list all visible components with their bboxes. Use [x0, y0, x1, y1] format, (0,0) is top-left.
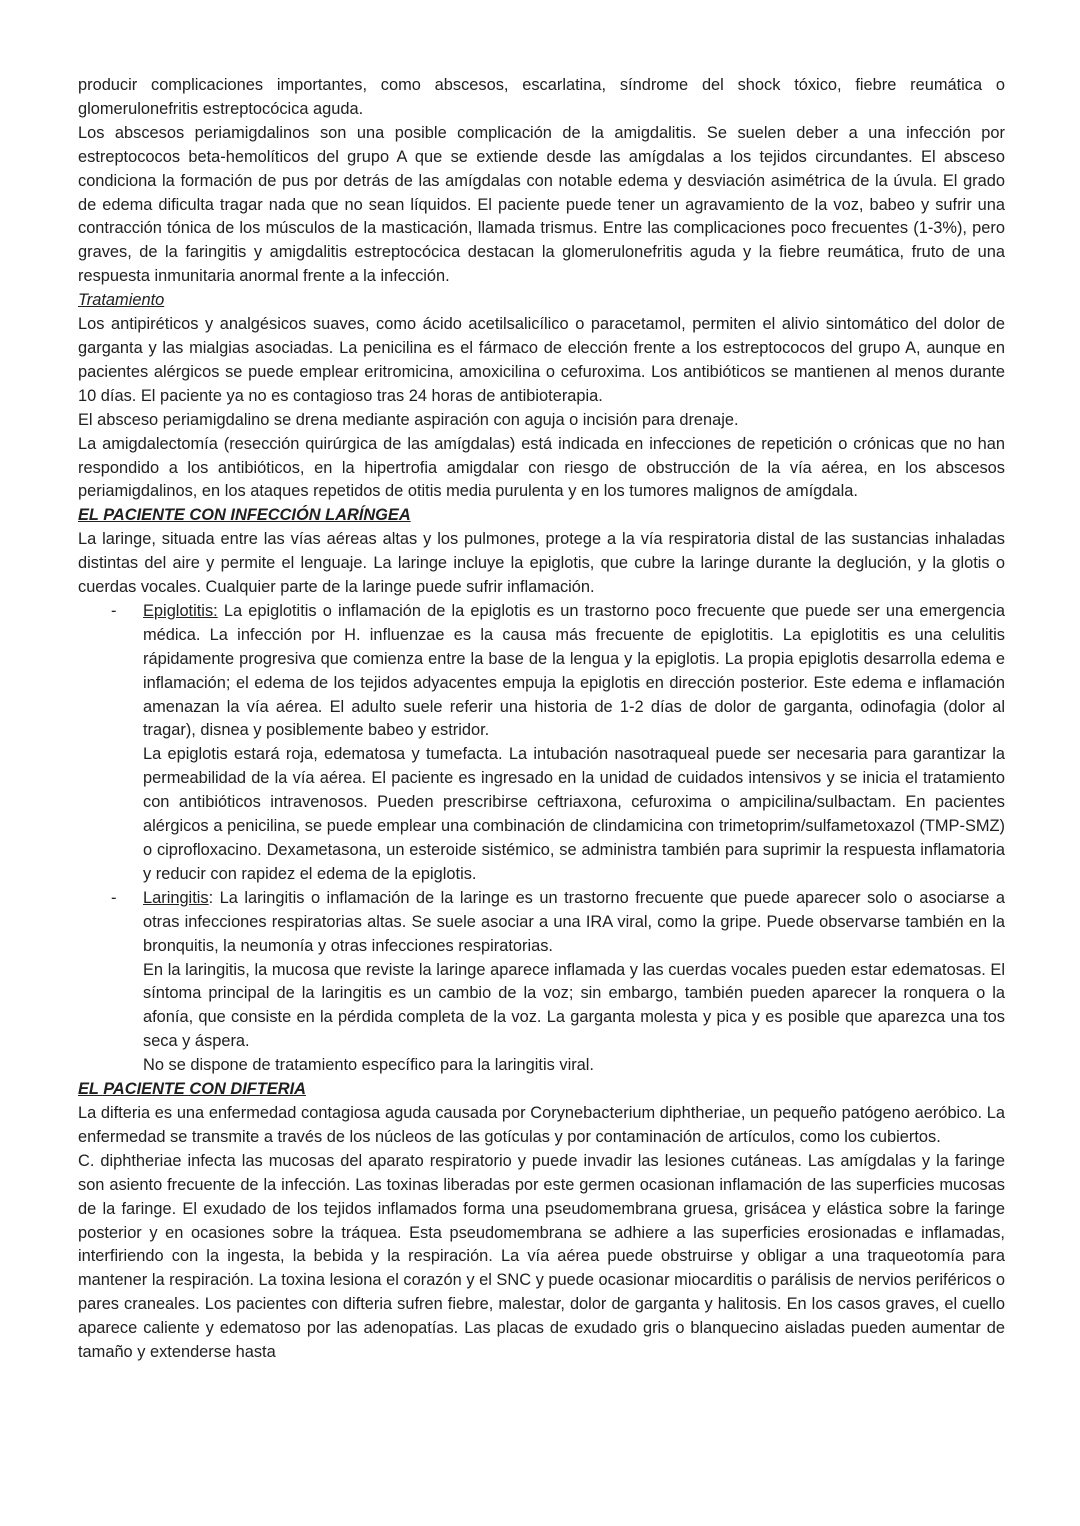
list-item-epiglotitis — [78, 600, 1005, 887]
section-heading-laringea: EL PACIENTE CON INFECCIÓN LARÍNGEA — [78, 506, 411, 525]
bullet-dash-icon: - — [111, 601, 117, 620]
subheading-tratamiento: Tratamiento — [78, 291, 165, 310]
paragraph: La laringe, situada entre las vías aéreas altas y los pulmones, protege a la vía respiratoria distal de las sustancias inhaladas distintas del aire y permite el lenguaje. La laringe incluye la epiglotis, que cubre la laringe durante la deglución, y la glotis o cuerdas vocales. Cualquier parte de la laringe puede sufrir inflamación. — [78, 530, 1005, 597]
paragraph: Los abscesos periamigdalinos son una posible complicación de la amigdalitis. Se suelen deber a una infección por estreptococos beta-hemolíticos del grupo A que se extiende desde las amígdalas a los tejidos circundantes. El absceso condiciona la formación de pus por detrás de las amígdalas con notable edema y desviación asimétrica de la úvula. El grado de edema dificulta tragar nada que no sean líquidos. El paciente puede tener un agravamiento de la voz, babeo y sufrir una contracción tónica de los músculos de la masticación, llamada trismus. Entre las complicaciones poco frecuentes (1-3%), pero graves, de la faringitis y amigdalitis estreptocócica destacan la glomerulonefritis aguda y la fiebre reumática, fruto de una respuesta inmunitaria anormal frente a la infección. — [78, 123, 1005, 286]
paragraph: Los antipiréticos y analgésicos suaves, como ácido acetilsalicílico o paracetamol, permiten el alivio sintomático del dolor de garganta y las mialgias asociadas. La penicilina es el fármaco de elección frente a los estreptococos del grupo A, aunque en pacientes alérgicos se puede emplear eritromicina, amoxicilina o cefuroxima. Los antibióticos se mantienen al menos durante 10 días. El paciente ya no es contagioso tras 24 horas de antibioterapia. — [78, 315, 1005, 405]
paragraph: La epiglotis estará roja, edematosa y tumefacta. La intubación nasotraqueal puede ser necesaria para garantizar la permeabilidad de la vía aérea. El paciente es ingresado en la unidad de cuidados intensivos y se inicia el tratamiento con antibióticos intravenosos. Pueden prescribirse ceftriaxona, cefuroxima o ampicilina/sulbactam. En pacientes alérgicos a penicilina, se puede emplear una combinación de clindamicina con trimetoprim/sulfametoxazol (TMP-SMZ) o ciprofloxacino. Dexametasona, un esteroide sistémico, se administra también para suprimir la respuesta inflamatoria y reducir con rapidez el edema de la epiglotis. — [143, 745, 1005, 883]
paragraph: La difteria es una enfermedad contagiosa aguda causada por Corynebacterium diphtheriae, un pequeño patógeno aeróbico. La enfermedad se transmite a través de los núcleos de las gotículas y por contaminación de artículos, como los cubiertos. — [78, 1103, 1005, 1146]
paragraph: producir complicaciones importantes, como abscesos, escarlatina, síndrome del shock tóxico, fiebre reumática o glomerulonefritis estreptocócica aguda. — [78, 76, 1005, 118]
term-epiglotitis: Epiglotitis: — [143, 601, 218, 620]
term-description: : La laringitis o inflamación de la laringe es un trastorno frecuente que puede aparecer solo o asociarse a otras infecciones respiratorias altas. Se suele asociar a una IRA viral, como la gripe. Puede observarse también en la bronquitis, la neumonía y otras infecciones respiratorias. — [143, 888, 1005, 955]
term-laringitis: Laringitis — [143, 888, 209, 907]
paragraph: En la laringitis, la mucosa que reviste la laringe aparece inflamada y las cuerdas vocales pueden estar edematosas. El síntoma principal de la laringitis es un cambio de la voz; sin embargo, también pueden aparecer la ronquera o la afonía, que consiste en la pérdida completa de la voz. La garganta molesta y pica y es posible que aparezca una tos seca y áspera. — [143, 960, 1005, 1051]
paragraph: C. diphtheriae infecta las mucosas del aparato respiratorio y puede invadir las lesiones cutáneas. Las amígdalas y la faringe son asiento frecuente de la infección. Las toxinas liberadas por este germen ocasionan inflamación de las superficies mucosas de la faringe. El exudado de los tejidos inflamados forma una pseudomembrana gruesa, grisácea y elástica sobre la faringe posterior y en ocasiones sobre la tráquea. Esta pseudomembrana se adhiere a las superficies erosionadas e inflamadas, interfiriendo con la ingesta, la bebida y la respiración. La vía aérea puede obstruirse y obligar a una traqueotomía para mantener la respiración. La toxina lesiona el corazón y el SNC y puede ocasionar miocarditis o parálisis de nervios periféricos o pares craneales. Los pacientes con difteria sufren fiebre, malestar, dolor de garganta y halitosis. En los casos graves, el cuello aparece caliente y edematoso por las adenopatías. Las placas de exudado gris o blanquecino aisladas pueden aumentar de tamaño y extenderse hasta — [78, 1151, 1005, 1362]
paragraph: El absceso periamigdalino se drena mediante aspiración con aguja o incisión para drenaje. — [78, 410, 739, 429]
paragraph: No se dispone de tratamiento específico para la laringitis viral. — [143, 1056, 594, 1075]
section-heading-difteria: EL PACIENTE CON DIFTERIA — [78, 1080, 306, 1099]
bullet-dash-icon: - — [111, 888, 117, 907]
term-description: La epiglotitis o inflamación de la epiglotis es un trastorno poco frecuente que puede ser una emergencia médica. La infección por H. influenzae es la causa más frecuente de epiglotitis. La epiglotitis es una celulitis rápidamente progresiva que comienza entre la base de la lengua y la epiglotis. La propia epiglotis desarrolla edema e inflamación; el edema de los tejidos adyacentes empuja la epiglotis en dirección posterior. Este edema e inflamación amenazan la vía aérea. El adulto suele referir una historia de 1-2 días de dolor de garganta, odinofagia (dolor al tragar), disnea y posiblemente babeo y estridor. — [143, 601, 1005, 740]
list-item-laringitis — [78, 887, 1005, 1078]
bullet-list — [78, 600, 1005, 1078]
paragraph: La amigdalectomía (resección quirúrgica de las amígdalas) está indicada en infecciones de repetición o crónicas que no han respondido a los antibióticos, en la hipertrofia amigdalar con riesgo de obstrucción de la vía aérea, en los abscesos periamigdalinos, en los ataques repetidos de otitis media purulenta y en los tumores malignos de amígdala. — [78, 434, 1005, 501]
list-item-text — [143, 887, 1005, 959]
list-item-text — [143, 600, 1005, 743]
document-page — [78, 74, 1005, 1365]
